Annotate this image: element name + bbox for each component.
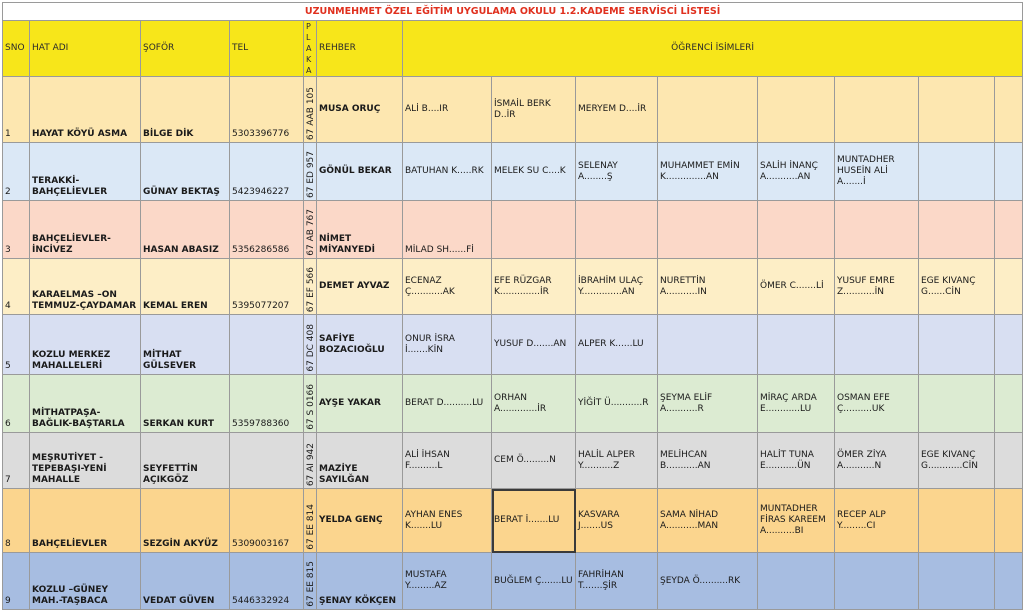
cell-student[interactable]: ÖMER C.......Lİ: [758, 259, 835, 315]
cell-hat-adi[interactable]: MİTHATPAŞA-BAĞLIK-BAŞTARLA: [30, 375, 141, 433]
cell-rehber[interactable]: DEMET AYVAZ: [317, 259, 403, 315]
cell-student[interactable]: RECEP ALP Y.........CI: [835, 489, 919, 553]
cell-sno[interactable]: 5: [3, 315, 30, 375]
cell-student[interactable]: SAMA NİHAD A...........MAN: [658, 489, 758, 553]
cell-tel[interactable]: 5395077207: [230, 259, 304, 315]
cell-student[interactable]: EGE KIVANÇ G......CİN: [919, 259, 995, 315]
cell-sno[interactable]: 3: [3, 201, 30, 259]
cell-sno[interactable]: 8: [3, 489, 30, 553]
cell-rehber[interactable]: ŞENAY KÖKÇEN: [317, 553, 403, 610]
cell-student[interactable]: [835, 553, 919, 610]
table-row: [3, 553, 1023, 610]
header-tel[interactable]: TEL: [230, 21, 304, 77]
cell-student[interactable]: FAHRİHAN T.......ŞİR: [576, 553, 658, 610]
header-ogrenci[interactable]: ÖĞRENCİ İSİMLERİ: [403, 21, 1023, 77]
header-sno[interactable]: SNO: [3, 21, 30, 77]
cell-student[interactable]: [995, 433, 1023, 489]
cell-student[interactable]: NURETTİN A...........IN: [658, 259, 758, 315]
table-row: [3, 201, 1023, 259]
table-row: [3, 77, 1023, 143]
cell-student[interactable]: [919, 77, 995, 143]
plate-text: 67 ED 957: [306, 151, 316, 198]
cell-plaka[interactable]: [304, 77, 317, 143]
cell-rehber[interactable]: SAFİYE BOZACIOĞLU: [317, 315, 403, 375]
cell-plaka[interactable]: [304, 433, 317, 489]
bus-service-table: [2, 2, 1023, 610]
cell-student[interactable]: BUĞLEM Ç.......LU: [492, 553, 576, 610]
cell-student[interactable]: ŞEYDA Ö..........RK: [658, 553, 758, 610]
cell-hat-adi[interactable]: KOZLU –GÜNEY MAH.-TAŞBACA: [30, 553, 141, 610]
cell-student[interactable]: [758, 553, 835, 610]
cell-student[interactable]: SELENAY A........Ş: [576, 143, 658, 201]
cell-plaka[interactable]: [304, 489, 317, 553]
plate-text: 67 EF 566: [306, 266, 316, 312]
cell-student[interactable]: MUSTAFA Y.........AZ: [403, 553, 492, 610]
cell-student[interactable]: BERAT D..........LU: [403, 375, 492, 433]
table-row: [3, 315, 1023, 375]
table-row: [3, 375, 1023, 433]
cell-student[interactable]: [995, 489, 1023, 553]
cell-student[interactable]: MELİHCAN B...........AN: [658, 433, 758, 489]
cell-plaka[interactable]: [304, 553, 317, 610]
cell-student[interactable]: [658, 315, 758, 375]
cell-student[interactable]: ALPER K......LU: [576, 315, 658, 375]
cell-student[interactable]: [658, 77, 758, 143]
cell-student[interactable]: ALİ İHSAN F..........L: [403, 433, 492, 489]
cell-student[interactable]: İSMAİL BERK D..İR: [492, 77, 576, 143]
cell-sofor[interactable]: SEZGİN AKYÜZ: [141, 489, 230, 553]
cell-sno[interactable]: 9: [3, 553, 30, 610]
cell-student[interactable]: CEM Ö.........N: [492, 433, 576, 489]
cell-student[interactable]: [995, 553, 1023, 610]
plate-text: 67 S 0166: [306, 384, 316, 430]
cell-tel[interactable]: [230, 315, 304, 375]
cell-student[interactable]: ÖMER ZİYA A...........N: [835, 433, 919, 489]
cell-hat-adi[interactable]: TERAKKİ-BAHÇELİEVLER: [30, 143, 141, 201]
cell-sno[interactable]: 7: [3, 433, 30, 489]
cell-student[interactable]: [658, 201, 758, 259]
cell-plaka[interactable]: [304, 315, 317, 375]
cell-sno[interactable]: 2: [3, 143, 30, 201]
cell-tel[interactable]: 5423946227: [230, 143, 304, 201]
cell-sofor[interactable]: MİTHAT GÜLSEVER: [141, 315, 230, 375]
cell-student[interactable]: [995, 201, 1023, 259]
cell-student[interactable]: AYHAN ENES K.......LU: [403, 489, 492, 553]
cell-sno[interactable]: 4: [3, 259, 30, 315]
cell-tel[interactable]: [230, 433, 304, 489]
cell-plaka[interactable]: [304, 259, 317, 315]
cell-student[interactable]: MUNTADHER FİRAS KAREEM A..........BI: [758, 489, 835, 553]
cell-hat-adi[interactable]: KARAELMAS –ON TEMMUZ-ÇAYDAMAR: [30, 259, 141, 315]
plate-text: 67 EE 814: [306, 504, 316, 550]
cell-student[interactable]: [758, 77, 835, 143]
header-hat-adi[interactable]: HAT ADI: [30, 21, 141, 77]
cell-student[interactable]: [835, 77, 919, 143]
cell-student[interactable]: [835, 315, 919, 375]
table-row: [3, 433, 1023, 489]
cell-student[interactable]: [919, 375, 995, 433]
plate-text: 67 EE 815: [306, 561, 316, 607]
cell-student[interactable]: MELEK SU C....K: [492, 143, 576, 201]
table-title[interactable]: UZUNMEHMET ÖZEL EĞİTİM UYGULAMA OKULU 1.2.KADEME SERVİSCİ LİSTESİ: [3, 3, 1023, 21]
cell-tel[interactable]: 5309003167: [230, 489, 304, 553]
cell-sofor[interactable]: VEDAT GÜVEN: [141, 553, 230, 610]
cell-student[interactable]: ŞEYMA ELİF A...........R: [658, 375, 758, 433]
cell-student[interactable]: MERYEM D....İR: [576, 77, 658, 143]
cell-student[interactable]: YUSUF D.......AN: [492, 315, 576, 375]
cell-student[interactable]: SALİH İNANÇ A...........AN: [758, 143, 835, 201]
cell-student[interactable]: [919, 143, 995, 201]
cell-student[interactable]: [995, 375, 1023, 433]
cell-rehber[interactable]: YELDA GENÇ: [317, 489, 403, 553]
cell-student[interactable]: ALİ B....IR: [403, 77, 492, 143]
cell-plaka[interactable]: [304, 375, 317, 433]
cell-student[interactable]: EGE KIVANÇ G............CİN: [919, 433, 995, 489]
cell-sno[interactable]: 1: [3, 77, 30, 143]
table-row: [3, 259, 1023, 315]
header-rehber[interactable]: REHBER: [317, 21, 403, 77]
cell-sofor[interactable]: SERKAN KURT: [141, 375, 230, 433]
cell-student[interactable]: KASVARA J.......US: [576, 489, 658, 553]
cell-hat-adi[interactable]: BAHÇELİEVLER-İNCİVEZ: [30, 201, 141, 259]
plate-text: 67 AI 942: [306, 442, 316, 486]
cell-student[interactable]: HALİT TUNA E...........ÜN: [758, 433, 835, 489]
cell-hat-adi[interactable]: HAYAT KÖYÜ ASMA: [30, 77, 141, 143]
cell-student[interactable]: [919, 315, 995, 375]
cell-student[interactable]: [995, 77, 1023, 143]
cell-student[interactable]: MUNTADHER HUSEİN ALİ A.......İ: [835, 143, 919, 201]
cell-student[interactable]: [835, 201, 919, 259]
cell-rehber[interactable]: MUSA ORUÇ: [317, 77, 403, 143]
cell-student[interactable]: ORHAN A.............İR: [492, 375, 576, 433]
cell-student[interactable]: MİRAÇ ARDA E............LU: [758, 375, 835, 433]
cell-sofor[interactable]: SEYFETTİN AÇIKGÖZ: [141, 433, 230, 489]
plate-text: 67 DC 408: [306, 324, 316, 372]
cell-student[interactable]: [919, 201, 995, 259]
header-sofor[interactable]: ŞOFÖR: [141, 21, 230, 77]
cell-student[interactable]: [995, 143, 1023, 201]
cell-rehber[interactable]: MAZİYE SAYILĞAN: [317, 433, 403, 489]
cell-student[interactable]: MUHAMMET EMİN K..............AN: [658, 143, 758, 201]
cell-student[interactable]: YİĞİT Ü...........R: [576, 375, 658, 433]
cell-student[interactable]: OSMAN EFE Ç..........UK: [835, 375, 919, 433]
cell-student[interactable]: [995, 315, 1023, 375]
cell-student[interactable]: İBRAHİM ULAÇ Y..............AN: [576, 259, 658, 315]
cell-tel[interactable]: 5356286586: [230, 201, 304, 259]
cell-tel[interactable]: 5359788360: [230, 375, 304, 433]
cell-student[interactable]: [576, 201, 658, 259]
cell-student[interactable]: ECENAZ Ç...........AK: [403, 259, 492, 315]
cell-student[interactable]: BERAT İ.......LU: [492, 489, 576, 553]
cell-sno[interactable]: 6: [3, 375, 30, 433]
plate-text: 67 AB 767: [306, 209, 316, 256]
cell-student[interactable]: EFE RÜZGAR K..............İR: [492, 259, 576, 315]
cell-student[interactable]: HALİL ALPER Y...........Z: [576, 433, 658, 489]
cell-rehber[interactable]: NİMET MİYANYEDİ: [317, 201, 403, 259]
cell-student[interactable]: [758, 201, 835, 259]
cell-student[interactable]: [995, 259, 1023, 315]
cell-tel[interactable]: 5446332924: [230, 553, 304, 610]
cell-student[interactable]: [758, 315, 835, 375]
cell-rehber[interactable]: GÖNÜL BEKAR: [317, 143, 403, 201]
cell-plaka[interactable]: [304, 143, 317, 201]
cell-hat-adi[interactable]: BAHÇELİEVLER: [30, 489, 141, 553]
cell-student[interactable]: ONUR İSRA İ.......KİN: [403, 315, 492, 375]
cell-rehber[interactable]: AYŞE YAKAR: [317, 375, 403, 433]
cell-hat-adi[interactable]: MEŞRUTİYET -TEPEBAŞI-YENİ MAHALLE: [30, 433, 141, 489]
header-plaka[interactable]: PLAKA: [304, 21, 317, 77]
cell-student[interactable]: BATUHAN K.....RK: [403, 143, 492, 201]
plate-text: 67 AAB 105: [306, 86, 316, 140]
cell-student[interactable]: [492, 201, 576, 259]
cell-sofor[interactable]: GÜNAY BEKTAŞ: [141, 143, 230, 201]
cell-plaka[interactable]: [304, 201, 317, 259]
table-row: [3, 489, 1023, 553]
cell-sofor[interactable]: KEMAL EREN: [141, 259, 230, 315]
cell-tel[interactable]: 5303396776: [230, 77, 304, 143]
cell-student[interactable]: YUSUF EMRE Z...........İN: [835, 259, 919, 315]
cell-hat-adi[interactable]: KOZLU MERKEZ MAHALLELERİ: [30, 315, 141, 375]
cell-student[interactable]: [919, 489, 995, 553]
cell-student[interactable]: MİLAD SH......Fİ: [403, 201, 492, 259]
cell-sofor[interactable]: HASAN ABASIZ: [141, 201, 230, 259]
table-row: [3, 143, 1023, 201]
cell-student[interactable]: [919, 553, 995, 610]
cell-sofor[interactable]: BİLGE DİK: [141, 77, 230, 143]
